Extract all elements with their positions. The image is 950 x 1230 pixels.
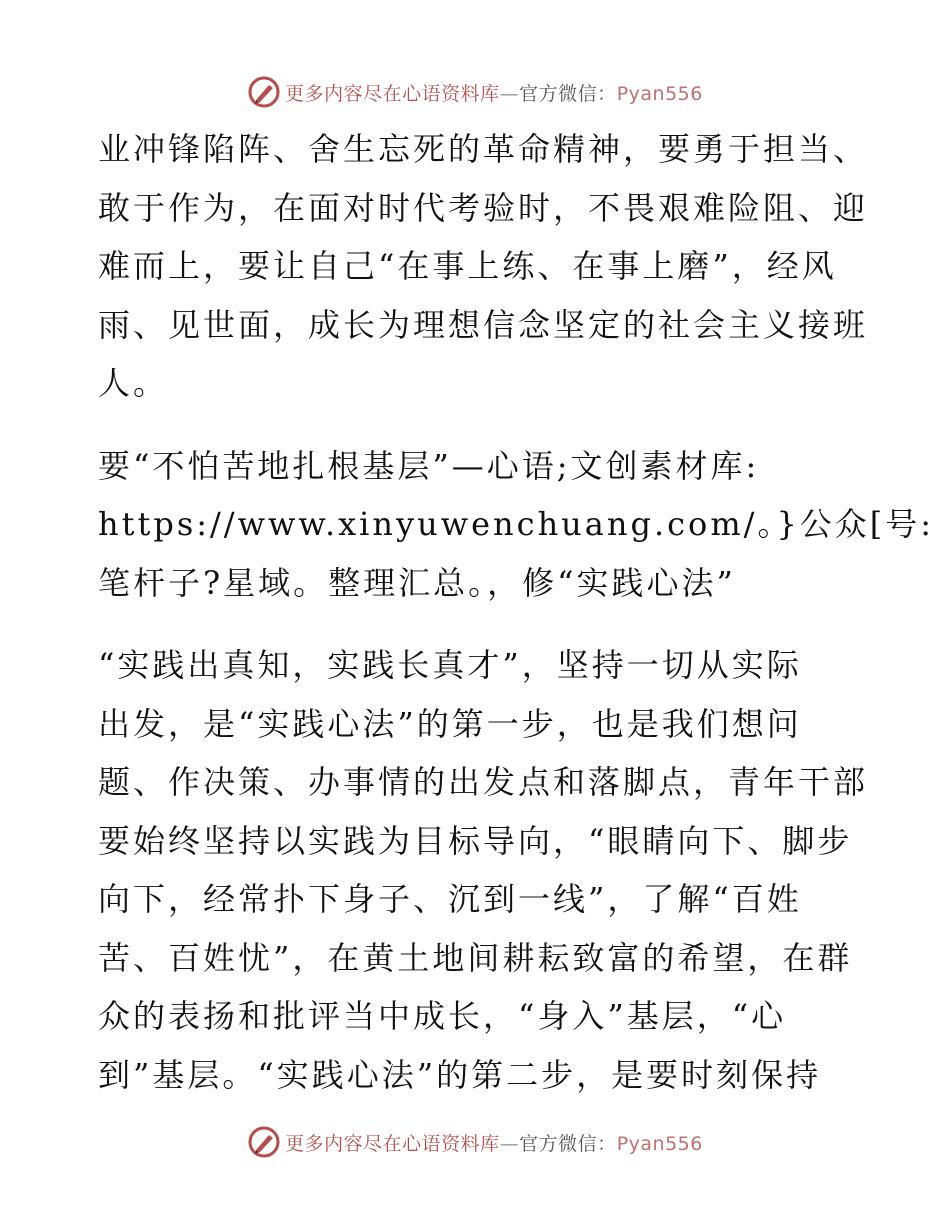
pen-circle-logo-icon	[247, 75, 281, 109]
document-body	[98, 120, 935, 1104]
text-line: 向下，经常扑下身子、沉到一线”，了解“百姓	[98, 880, 802, 918]
watermark-wechat-label: 官方微信：	[519, 82, 617, 105]
header-watermark	[0, 72, 950, 112]
paragraph-gap	[98, 413, 858, 437]
text-line: 众的表扬和批评当中成长，“身入”基层，“心	[98, 997, 787, 1035]
watermark-wechat-id: Pyan556	[616, 82, 703, 105]
text-line: https://www.xinyuwenchuang.com/。}公众[号:	[98, 505, 935, 543]
text-line: 敢于作为，在面对时代考验时，不畏艰难险阻、迎	[98, 188, 869, 227]
text-line: 业冲锋陷阵、舍生忘死的革命精神，要勇于担当、	[98, 130, 869, 168]
text-line: 人。	[98, 364, 169, 402]
watermark-main: 更多内容尽在心语资料库	[285, 1132, 500, 1155]
pen-circle-logo-icon	[247, 1125, 281, 1159]
watermark-dash: —	[499, 1132, 520, 1155]
paragraph-2	[98, 437, 935, 613]
watermark-dash: —	[499, 82, 520, 105]
text-line: 到”基层。“实践心法”的第二步，是要时刻保持	[98, 1055, 822, 1094]
footer-watermark	[0, 1122, 950, 1162]
text-line: 要始终坚持以实践为目标导向，“眼睛向下、脚步	[98, 821, 853, 860]
paragraph-3	[98, 636, 869, 1104]
watermark-group	[247, 1125, 703, 1159]
watermark-wechat-label: 官方微信：	[519, 1132, 617, 1155]
text-line: 要“不怕苦地扎根基层”—心语;文创素材库:	[98, 446, 760, 485]
watermark-group	[247, 75, 703, 109]
watermark-main: 更多内容尽在心语资料库	[285, 82, 500, 105]
paragraph-1	[98, 120, 869, 413]
watermark-wechat-id: Pyan556	[616, 1132, 703, 1155]
text-line: 苦、百姓忧”，在黄土地间耕耘致富的希望，在群	[98, 938, 853, 977]
watermark-text	[285, 79, 703, 106]
watermark-text	[285, 1129, 703, 1156]
paragraph-gap	[98, 612, 858, 636]
text-line: 出发，是“实践心法”的第一步，也是我们想问	[98, 704, 802, 743]
text-line: 笔杆子?星域。整理汇总。，修“实践心法”	[98, 563, 736, 602]
text-line: 题、作决策、办事情的出发点和落脚点，青年干部	[98, 763, 869, 801]
text-line: 雨、见世面，成长为理想信念坚定的社会主义接班	[98, 305, 869, 344]
text-line: “实践出真知，实践长真才”，坚持一切从实际	[98, 646, 802, 684]
text-line: 难而上，要让自己“在事上练、在事上磨”，经风	[98, 247, 837, 285]
